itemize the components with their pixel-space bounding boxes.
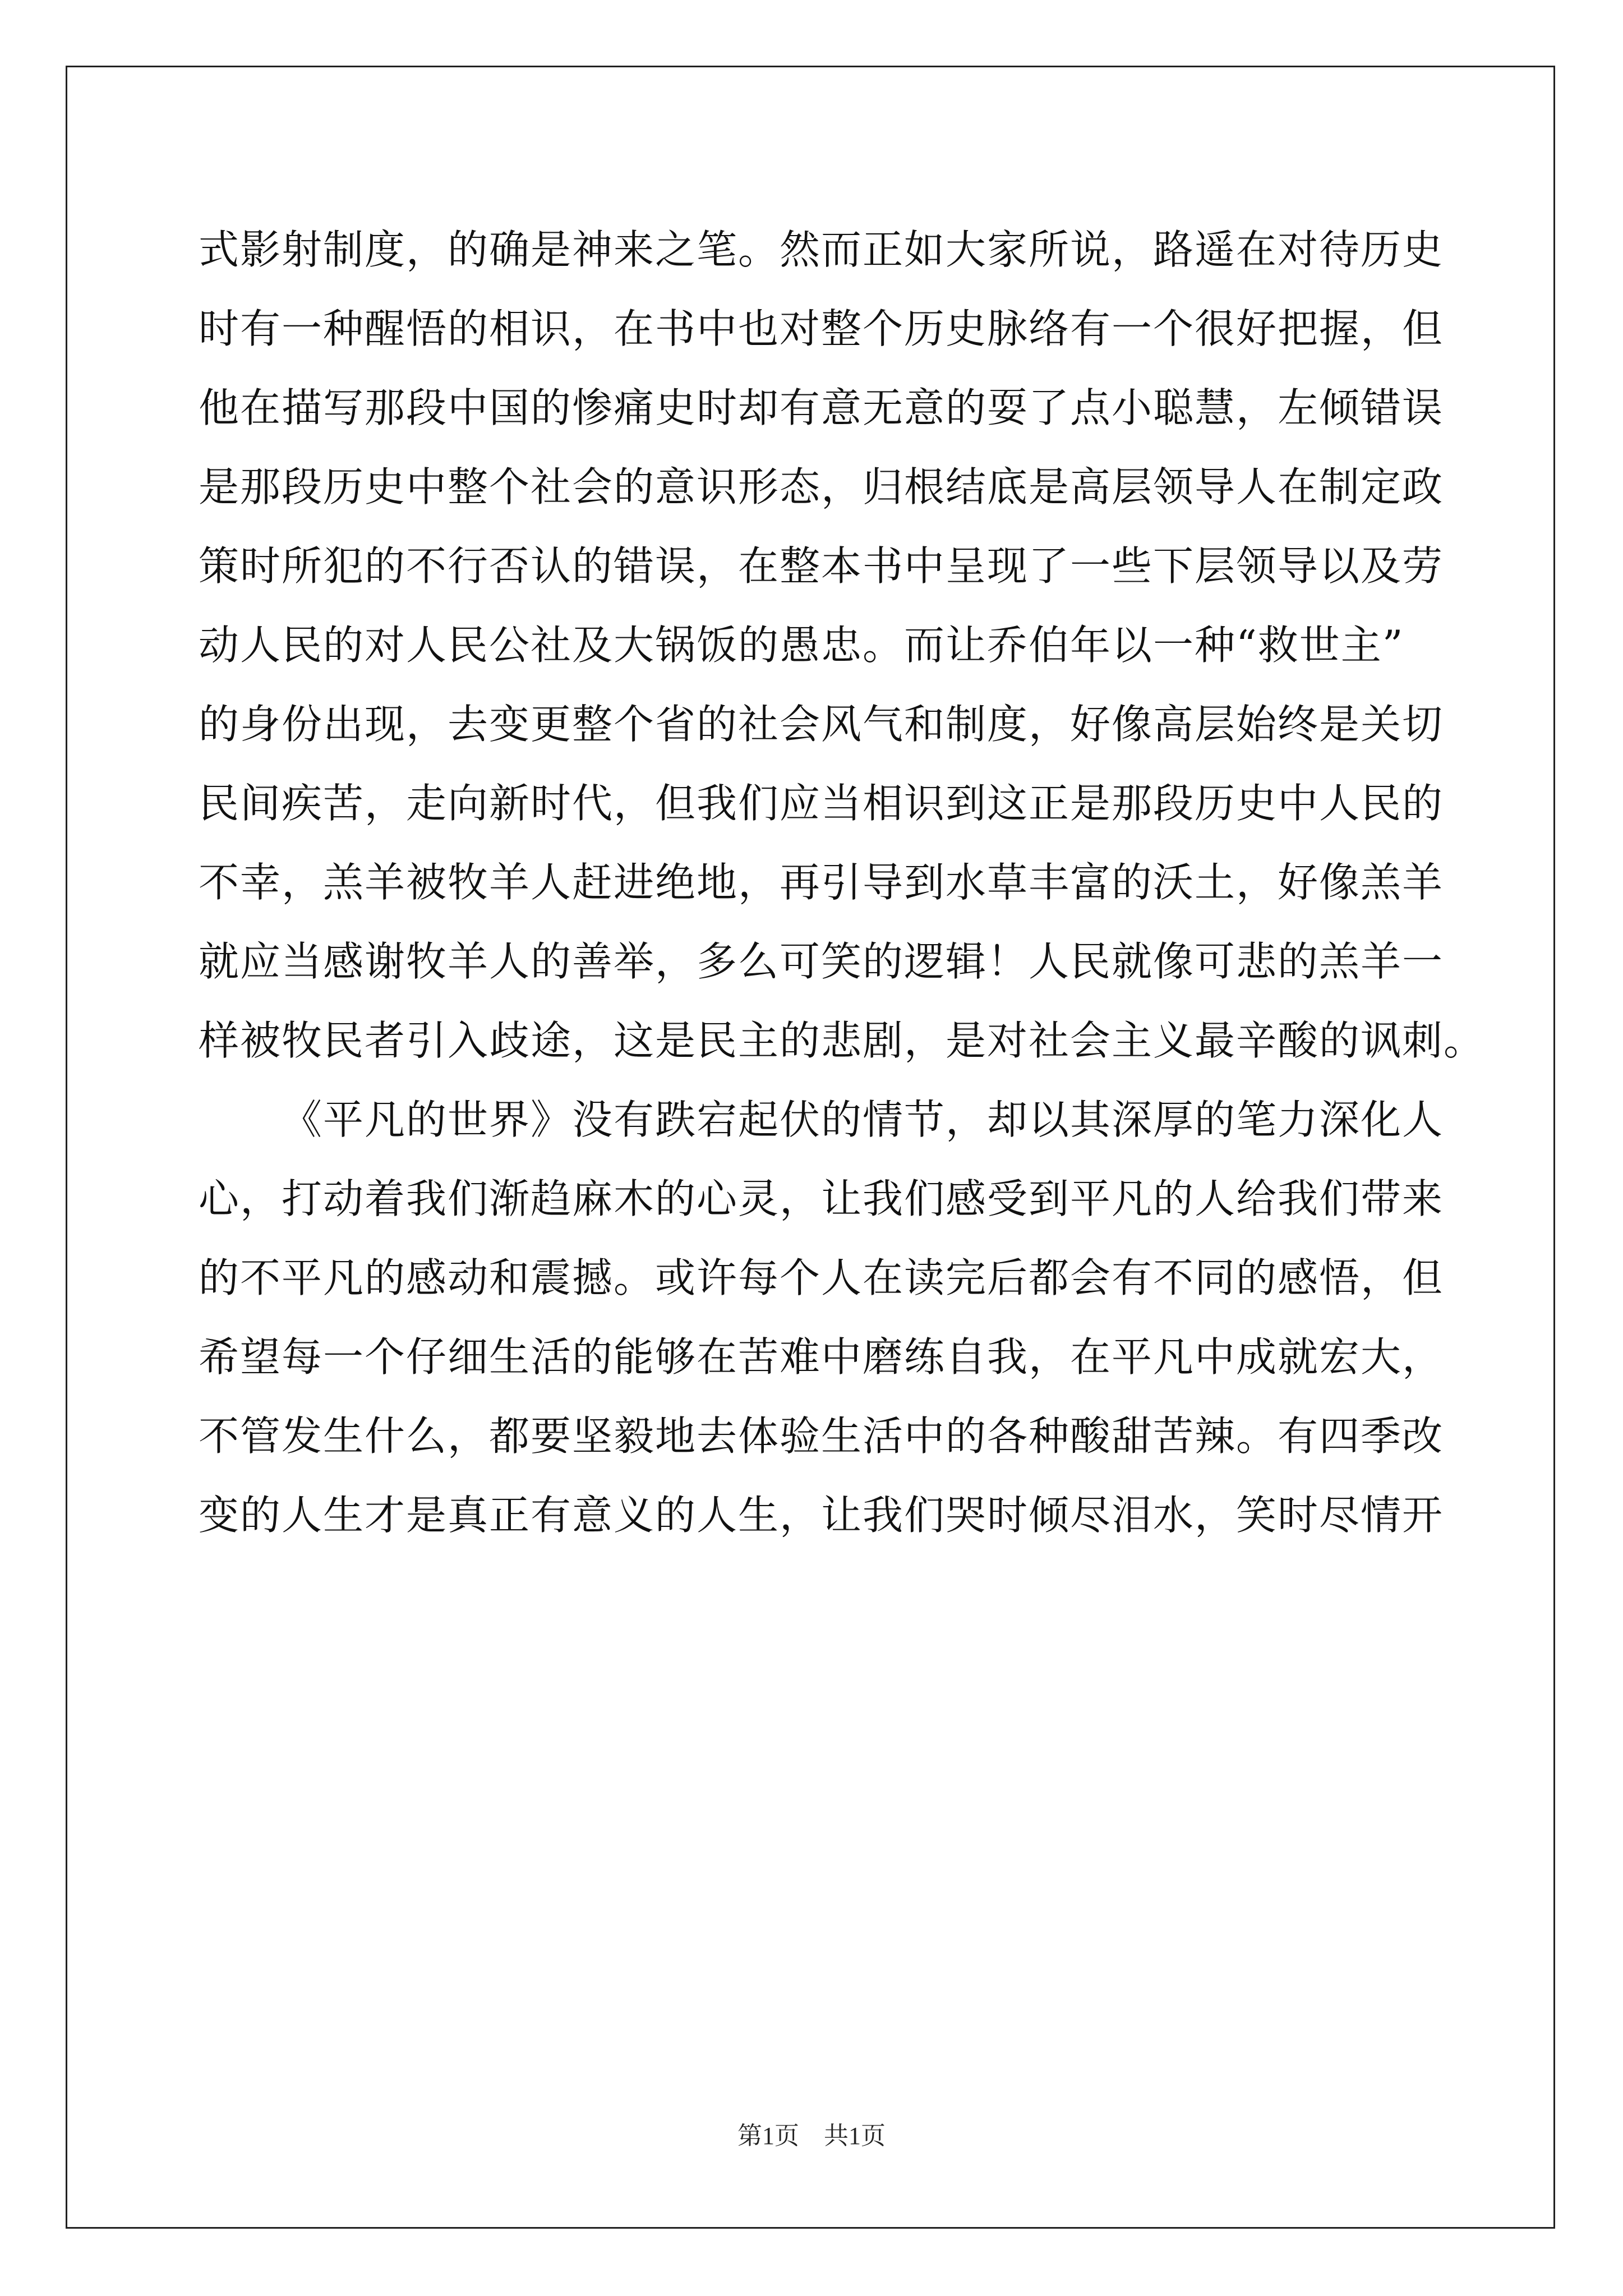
text-line: 不管发生什么，都要坚毅地去体验生活中的各种酸甜苦辣。有四季改 — [199, 1412, 1444, 1460]
text-line: 是那段历史中整个社会的意识形态，归根结底是高层领导人在制定政 — [199, 463, 1444, 510]
text-line: 的身份出现，去变更整个省的社会风气和制度，好像高层始终是关切 — [199, 701, 1444, 748]
paragraph-start-line: 《平凡的世界》没有跌宕起伏的情节，却以其深厚的笔力深化人 — [282, 1096, 1444, 1143]
text-line: 式影射制度，的确是神来之笔。然而正如大家所说，路遥在对待历史 — [199, 226, 1444, 273]
text-line: 不幸，羔羊被牧羊人赶进绝地，再引导到水草丰富的沃土，好像羔羊 — [199, 859, 1444, 906]
document-body — [199, 210, 1486, 1555]
text-line: 时有一种醒悟的相识，在书中也对整个历史脉络有一个很好把握，但 — [199, 305, 1444, 352]
text-line: 策时所犯的不行否认的错误，在整本书中呈现了一些下层领导以及劳 — [199, 542, 1444, 590]
text-line: 他在描写那段中国的惨痛史时却有意无意的耍了点小聪慧，左倾错误 — [199, 384, 1444, 431]
text-line: 就应当感谢牧羊人的善举，多么可笑的逻辑！人民就像可悲的羔羊一 — [199, 938, 1444, 985]
text-line: 变的人生才是真正有意义的人生，让我们哭时倾尽泪水，笑时尽情开 — [199, 1492, 1444, 1539]
text-line: 希望每一个仔细生活的能够在苦难中磨练自我，在平凡中成就宏大， — [199, 1333, 1444, 1381]
text-line: 民间疾苦，走向新时代，但我们应当相识到这正是那段历史中人民的 — [199, 780, 1444, 827]
text-line: 的不平凡的感动和震撼。或许每个人在读完后都会有不同的感悟，但 — [199, 1254, 1444, 1301]
text-line: 样被牧民者引入歧途，这是民主的悲剧，是对社会主义最辛酸的讽刺。 — [199, 1017, 1486, 1064]
text-line: 心，打动着我们渐趋麻木的心灵，让我们感受到平凡的人给我们带来 — [199, 1175, 1444, 1222]
text-line: 动人民的对人民公社及大锅饭的愚忠。而让乔伯年以一种“救世主” — [199, 622, 1404, 669]
page-number-footer: 第1页 共1页 — [737, 2122, 886, 2150]
